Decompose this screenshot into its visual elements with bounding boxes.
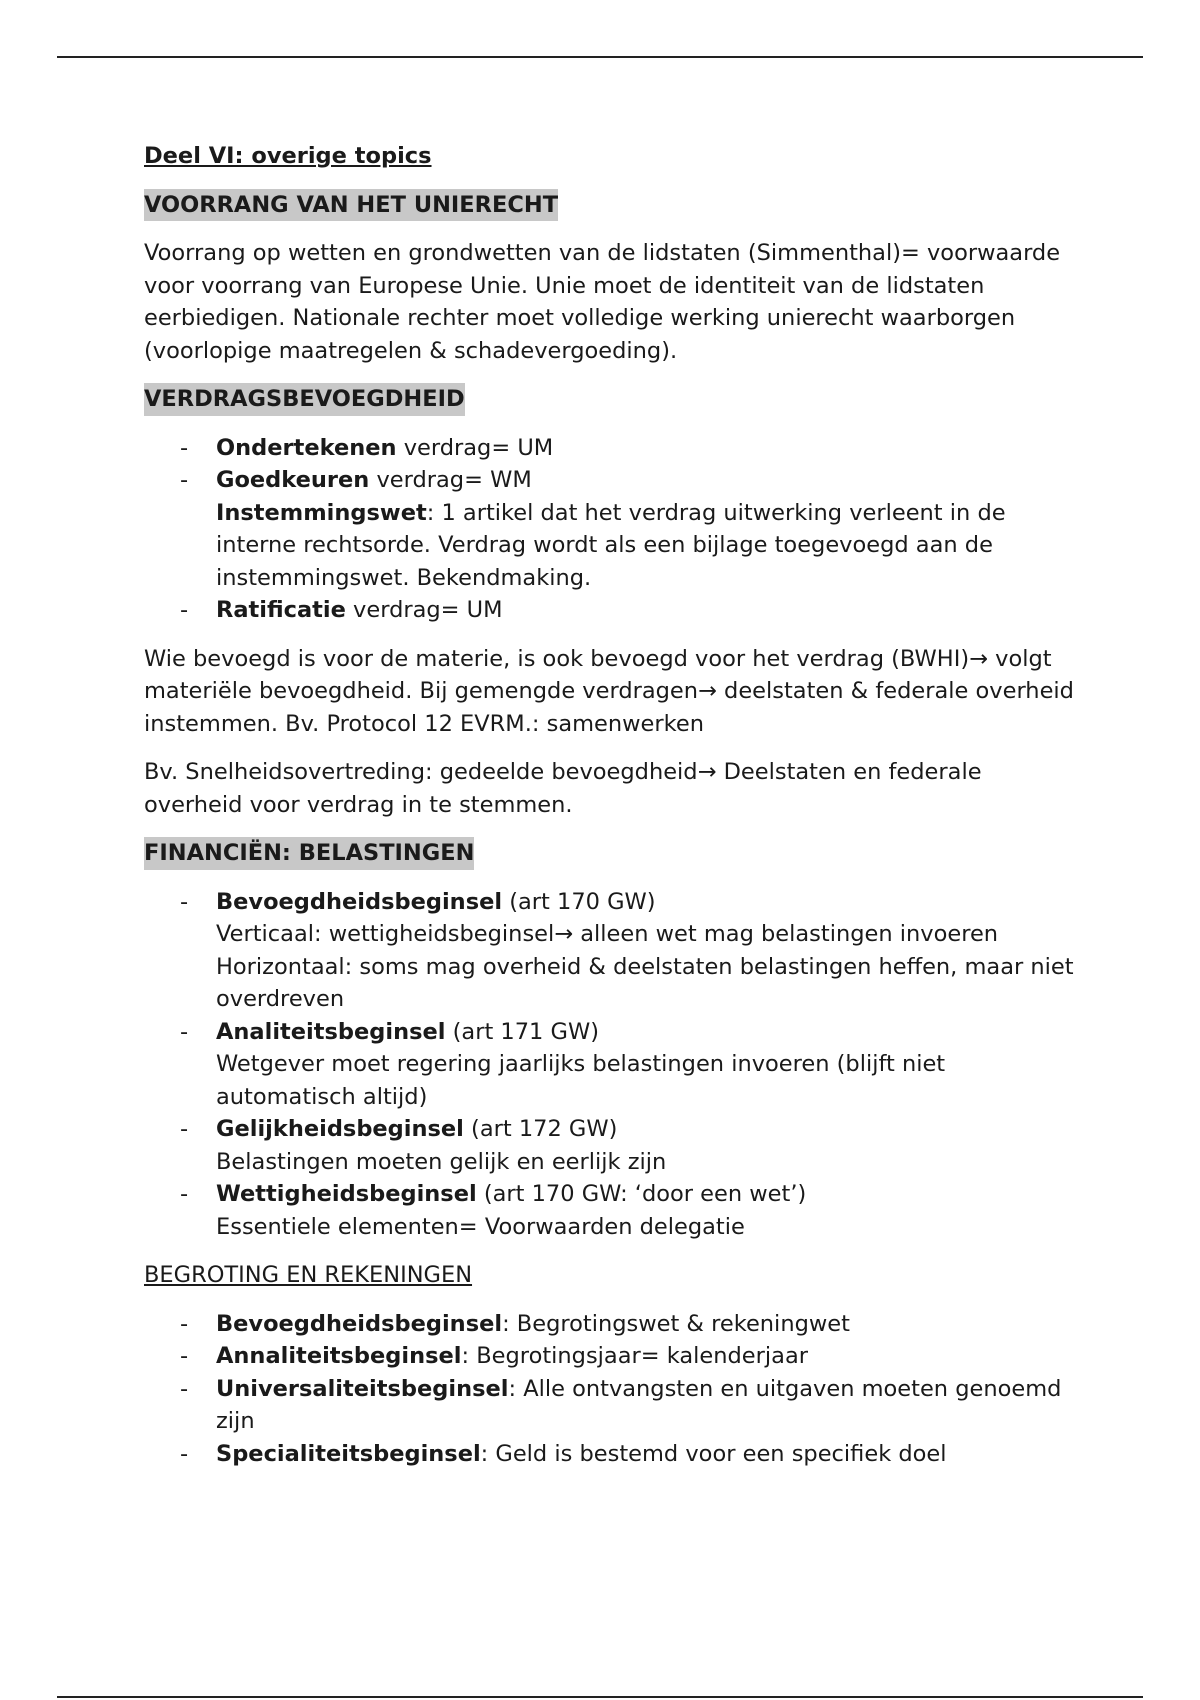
list-marker: - — [180, 1018, 189, 1045]
list-item-term: Ratificatie — [216, 597, 346, 623]
list-item-term: Wettigheidsbeginsel — [216, 1181, 477, 1207]
list-item-text: (art 172 GW) — [463, 1116, 618, 1142]
header-rule — [57, 56, 1143, 58]
list-item-subtext: Wetgever moet regering jaarlijks belastingen invoeren (blijft niet automatisch altijd) — [216, 1051, 946, 1110]
paragraph-verdrag-1: Wie bevoegd is voor de materie, is ook bevoegd voor het verdrag (BWHI)→ volgt materiële bevoegdheid. Bij gemengde verdragen→ deelstaten & federale overheid instemmen. Bv. Protocol 12 EVRM.: samenwerken — [144, 645, 1074, 737]
list-marker: - — [180, 1375, 189, 1402]
list-marker: - — [180, 434, 189, 461]
list-item-subtext: Belastingen moeten gelijk en eerlijk zijn — [216, 1148, 667, 1175]
list-item — [144, 886, 1084, 1016]
list-item-text: : Begrotingswet & rekeningwet — [502, 1310, 850, 1337]
list-item-subterm: Instemmingswet — [216, 499, 427, 526]
section-heading-begroting: BEGROTING EN REKENINGEN — [144, 1262, 473, 1288]
list-item — [144, 464, 1084, 594]
list-item-subtext — [216, 497, 1084, 595]
list-item — [144, 1308, 1084, 1341]
paragraph-voorrang: Voorrang op wetten en grondwetten van de lidstaten (Simmenthal)= voorwaarde voor voorrang van Europese Unie. Unie moet de identiteit van de lidstaten eerbiedigen. Nationale rechter moet volledige werking unierecht waarborgen (voorlopige maatregelen & schadevergoeding). — [144, 240, 1061, 364]
list-item-text: : Begrotingsjaar= kalenderjaar — [461, 1343, 808, 1369]
document-body — [144, 140, 1084, 1486]
list-item-text: (art 170 GW) — [502, 888, 656, 915]
financien-list — [144, 886, 1084, 1244]
paragraph-verdrag-2: Bv. Snelheidsovertreding: gedeelde bevoegdheid→ Deelstaten en federale overheid voor verdrag in te stemmen. — [144, 759, 982, 818]
list-item — [144, 1113, 1084, 1178]
list-item-term: Bevoegdheidsbeginsel — [216, 1310, 503, 1337]
list-item-subtext-body: : 1 artikel dat het verdrag uitwerking verleent in de interne rechtsorde. Verdrag wordt als een bijlage toegevoegd aan de instemmingswet. Bekendmaking. — [216, 499, 1006, 591]
list-item — [144, 1178, 1084, 1243]
list-item — [144, 1016, 1084, 1114]
list-item — [144, 432, 1084, 465]
verdrag-list — [144, 432, 1084, 627]
list-marker: - — [180, 467, 189, 493]
list-marker: - — [180, 1310, 189, 1337]
list-marker: - — [180, 1440, 189, 1467]
section-heading-verdrag — [144, 383, 1084, 416]
list-item-text: verdrag= UM — [345, 597, 503, 623]
footer-rule — [57, 1696, 1143, 1698]
list-item-term: Bevoegdheidsbeginsel — [216, 888, 503, 915]
section-heading-voorrang — [144, 189, 1084, 222]
list-item — [144, 1438, 1084, 1471]
list-item-term: Annaliteitsbeginsel — [216, 1343, 462, 1369]
list-item-term: Specialiteitsbeginsel — [216, 1440, 481, 1467]
list-item-subtext: Horizontaal: soms mag overheid & deelstaten belastingen heffen, maar niet overdreven — [216, 953, 1074, 1012]
section-heading-text: VERDRAGSBEVOEGDHEID — [144, 383, 465, 416]
list-item-text: : Alle ontvangsten en uitgaven moeten genoemd zijn — [216, 1375, 1062, 1434]
list-marker: - — [180, 597, 189, 623]
list-item-text: (art 171 GW) — [445, 1018, 599, 1045]
section-heading-text: FINANCIËN: BELASTINGEN — [144, 837, 474, 870]
begroting-list — [144, 1308, 1084, 1471]
list-marker: - — [180, 888, 189, 915]
list-item-term: Universaliteitsbeginsel — [216, 1375, 509, 1402]
list-item-text: : Geld is bestemd voor een specifiek doel — [480, 1440, 947, 1467]
list-item-term: Gelijkheidsbeginsel — [216, 1116, 464, 1142]
section-heading-text: VOORRANG VAN HET UNIERECHT — [144, 189, 558, 222]
list-item-term: Ondertekenen — [216, 434, 397, 461]
list-item-term: Goedkeuren — [216, 467, 370, 493]
list-item-subtext: Verticaal: wettigheidsbeginsel→ alleen wet mag belastingen invoeren — [216, 921, 999, 947]
list-marker: - — [180, 1116, 189, 1142]
list-marker: - — [180, 1343, 189, 1369]
list-item-subtext: Essentiele elementen= Voorwaarden delegatie — [216, 1213, 745, 1240]
list-item — [144, 594, 1084, 627]
list-item-term: Analiteitsbeginsel — [216, 1018, 446, 1045]
section-heading-financien — [144, 837, 1084, 870]
list-item-text: verdrag= WM — [369, 467, 532, 493]
list-item — [144, 1373, 1084, 1438]
list-item-text: verdrag= UM — [396, 434, 554, 461]
list-item-text: (art 170 GW: ‘door een wet’) — [476, 1181, 807, 1207]
list-marker: - — [180, 1181, 189, 1207]
list-item — [144, 1340, 1084, 1373]
part-title: Deel VI: overige topics — [144, 143, 432, 169]
